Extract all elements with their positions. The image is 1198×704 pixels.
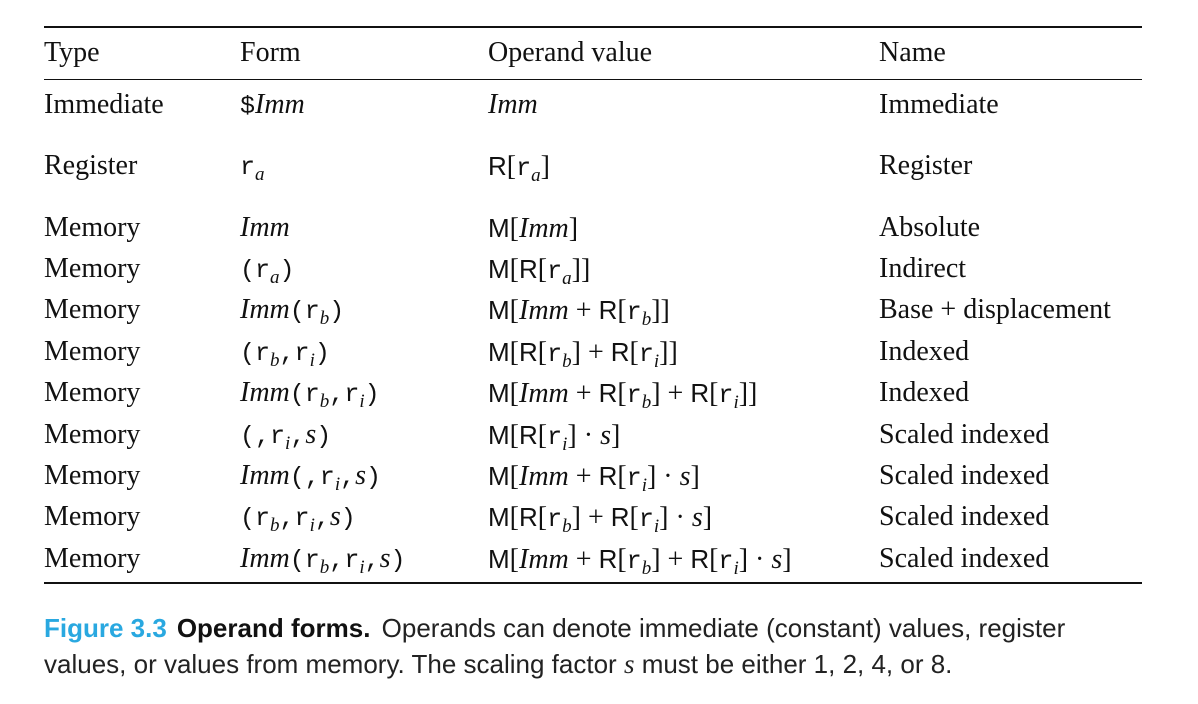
cell-operand-value: $M[Imm + R[r_i] \cdot s]$ bbox=[488, 461, 700, 496]
cell-name: Scaled indexed bbox=[879, 501, 1050, 532]
cell-form: $(r_b,r_i)$ bbox=[240, 339, 330, 371]
caption-text: Operands can denote immediate (constant) values, register values, or values from memory. The scaling factor bbox=[44, 613, 1066, 679]
cell-type: Memory bbox=[44, 336, 141, 367]
cell-form: $Imm(r_b)$ bbox=[240, 294, 345, 329]
cell-form: $(,r_i,s)$ bbox=[240, 419, 332, 454]
bottom-rule bbox=[44, 582, 1142, 584]
cell-name: Scaled indexed bbox=[879, 460, 1050, 491]
cell-type: Immediate bbox=[44, 89, 164, 120]
cell-type: Memory bbox=[44, 543, 141, 574]
cell-operand-value: $M[Imm + R[r_b]]$ bbox=[488, 295, 670, 330]
cell-operand-value: $R[r_a]$ bbox=[488, 151, 550, 186]
cell-name: Scaled indexed bbox=[879, 419, 1050, 450]
cell-form: $Imm(r_b,r_i)$ bbox=[240, 377, 380, 412]
cell-name: Absolute bbox=[879, 212, 981, 243]
cell-operand-value: $M[Imm + R[r_b] + R[r_i] \cdot s]$ bbox=[488, 544, 792, 579]
cell-name: Indexed bbox=[879, 377, 970, 408]
header-name: Name bbox=[879, 37, 946, 68]
cell-form: $Imm(r_b,r_i,s)$ bbox=[240, 543, 406, 578]
cell-type: Memory bbox=[44, 419, 141, 450]
figure-caption bbox=[44, 610, 1154, 682]
top-rule bbox=[44, 26, 1142, 28]
caption-variable: s bbox=[623, 649, 635, 679]
header-form: Form bbox=[240, 37, 301, 68]
cell-name: Register bbox=[879, 150, 973, 181]
cell-type: Memory bbox=[44, 501, 141, 532]
cell-name: Indexed bbox=[879, 336, 970, 367]
caption-text-end: must be either 1, 2, 4, or 8. bbox=[641, 649, 953, 679]
cell-operand-value: M[Imm] bbox=[488, 213, 579, 244]
cell-name: Immediate bbox=[879, 89, 999, 120]
cell-operand-value: $M[Imm + R[r_b] + R[r_i]]$ bbox=[488, 378, 758, 413]
cell-type: Memory bbox=[44, 253, 141, 284]
header-type: Type bbox=[44, 37, 100, 68]
cell-form: $Imm bbox=[240, 89, 305, 121]
cell-type: Register bbox=[44, 150, 138, 181]
cell-form: $(r_a)$ bbox=[240, 256, 295, 288]
cell-type: Memory bbox=[44, 212, 141, 243]
cell-operand-value: $M[R[r_b] + R[r_i] \cdot s]$ bbox=[488, 502, 713, 537]
figure-label: Figure 3.3 bbox=[44, 613, 167, 643]
cell-form: $Imm(,r_i,s)$ bbox=[240, 460, 382, 495]
cell-operand-value: $M[R[r_b] + R[r_i]]$ bbox=[488, 337, 678, 372]
header-operand-value: Operand value bbox=[488, 37, 653, 68]
cell-operand-value: $M[R[r_i] \cdot s]$ bbox=[488, 420, 621, 455]
figure-title: Operand forms. bbox=[176, 613, 371, 643]
cell-type: Memory bbox=[44, 377, 141, 408]
cell-operand-value: Imm bbox=[488, 89, 538, 120]
cell-type: Memory bbox=[44, 460, 141, 491]
cell-name: Indirect bbox=[879, 253, 967, 284]
cell-name: Base + displacement bbox=[879, 294, 1111, 325]
cell-form: $(r_b,r_i,s)$ bbox=[240, 501, 356, 536]
header-rule bbox=[44, 79, 1142, 80]
cell-name: Scaled indexed bbox=[879, 543, 1050, 574]
cell-operand-value: $M[R[r_a]]$ bbox=[488, 254, 591, 289]
cell-form: Imm bbox=[240, 212, 290, 243]
cell-type: Memory bbox=[44, 294, 141, 325]
cell-form: $r_a$ bbox=[240, 153, 265, 185]
